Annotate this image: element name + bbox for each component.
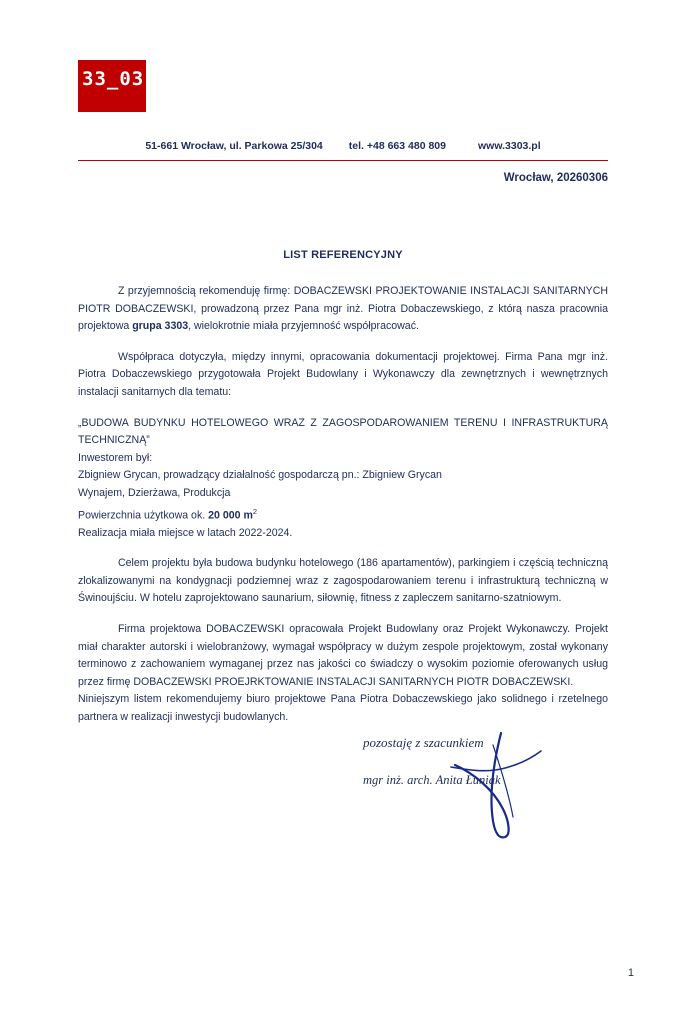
signature-name: mgr inż. arch. Anita Łuniak (363, 773, 501, 787)
company-logo-text: 33_03 (82, 68, 145, 90)
letterhead-website: www.3303.pl (478, 140, 541, 152)
usable-area-prefix: Powierzchnia użytkowa ok. (78, 509, 209, 522)
project-title-quote: „BUDOWA BUDYNKU HOTELOWEGO WRAZ Z ZAGOSPODAROWANIEM TERENU I INFRASTRUKTURĄ TECHNICZNĄ” (78, 416, 608, 447)
paragraph-intro (78, 283, 608, 336)
usable-area-value: 20 000 m (208, 509, 253, 522)
usable-area-line (78, 503, 608, 525)
letterhead-contact-bar (78, 140, 608, 152)
letterhead-address: 51-661 Wrocław, ul. Parkowa 25/304 (145, 140, 323, 152)
letterhead-phone: tel. +48 663 480 809 (348, 140, 446, 152)
paragraph-intro-bold: grupa 3303 (132, 320, 189, 333)
paragraph-project-goal: Celem projektu była budowa budynku hotelowego (186 apartamentów), parkingiem i częścią techniczną zlokalizowanymi na kondygnacji podziemnej wraz z zagospodarowaniem terenu i infrastrukturą techniczną w Świnoujściu. W hotelu zaprojektowano saunarium, siłownię, fitness z zapleczem sanitarno-szatniowym. (78, 557, 608, 605)
paragraph-recommendation: Niniejszym listem rekomendujemy biuro projektowe Pana Piotra Dobaczewskiego jako solidnego i rzetelnego partnera w realizacji inwestycji budowlanych. (78, 693, 608, 723)
paragraph-cooperation: Współpraca dotyczyła, między innymi, opracowania dokumentacji projektowej. Firma Pana mgr inż. Piotra Dobaczewskiego przygotowała Projekt Budowlany i Wykonawczy dla zewnętrznych i wewnętrznych instalacji sanitarnych dla tematu: (78, 350, 608, 398)
letter-body (78, 283, 608, 727)
investor-line-2: Wynajem, Dzierżawa, Produkcja (78, 486, 231, 499)
signature-block (78, 735, 608, 845)
realization-years: Realizacja miała miejsce w latach 2022-2024. (78, 526, 293, 539)
investor-line-1: Zbigniew Grycan, prowadzący działalność gospodarczą pn.: Zbigniew Grycan (78, 469, 442, 482)
paragraph-intro-part1: Z przyjemnością rekomenduję firmę: DOBACZEWSKI PROJEKTOWANIE INSTALACJI SANITARNYCH PIOTR DOBACZEWSKI, prowadzoną przez Pana mgr inż. Piotra Dobaczewskiego, z którą nasza pracownia projektowa (78, 285, 608, 333)
paragraph-intro-part2: , wielokrotnie miała przyjemność współpracować. (188, 320, 419, 333)
investor-label: Inwestorem był: (78, 451, 153, 464)
usable-area-unit-exponent: 2 (252, 506, 258, 516)
page-number: 1 (627, 967, 634, 979)
letterhead-divider (78, 160, 608, 161)
signature-closing: pozostaję z szacunkiem (363, 735, 484, 750)
paragraph-scope-quality: Firma projektowa DOBACZEWSKI opracowała Projekt Budowlany oraz Projekt Wykonawczy. Projekt miał charakter autorski i wielobranżowy, wymagał współpracy w dużym zespole projektowym, został wykonany terminowo z zachowaniem wymaganej przez nas jakości co świadczy o wysokim poziomie oferowanych usług przez firmę DOBACZEWSKI PROEJRKTOWANIE INSTALACJI SANITARNYCH PIOTR DOBACZEWSKI. (78, 623, 608, 688)
date-line: Wrocław, 20260306 (503, 172, 608, 184)
page-title: LIST REFERENCYJNY (283, 249, 403, 261)
